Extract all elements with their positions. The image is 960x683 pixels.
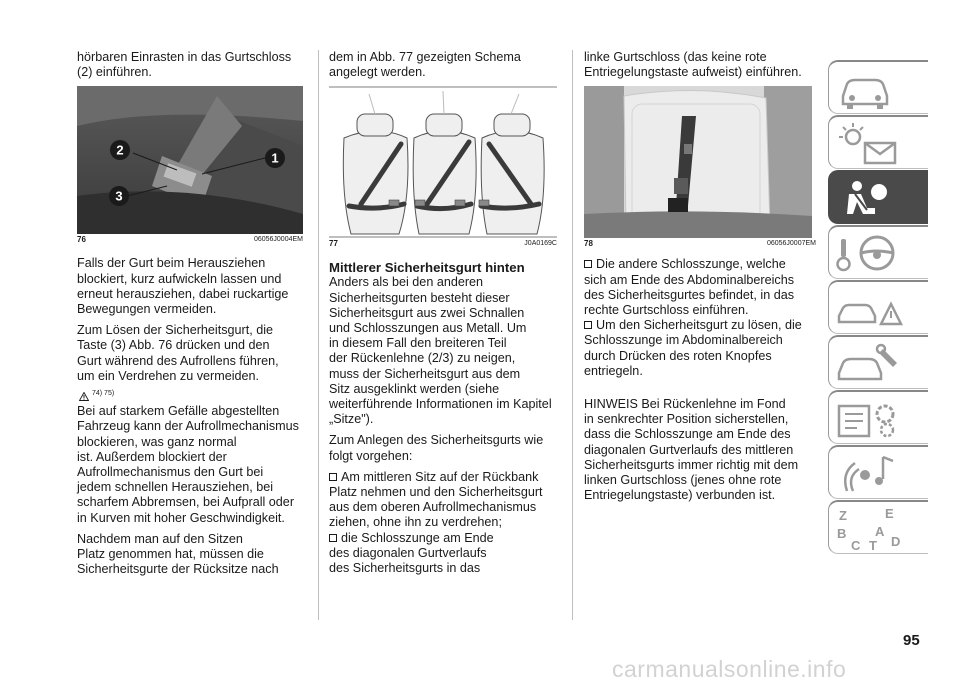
paragraph: Nachdem man auf den Sitzen Platz genommen hat, müssen die Sicherheitsgurte der Rücksitze nach xyxy=(77,531,279,577)
rear-seat-belt-photo xyxy=(584,86,812,238)
page-number: 95 xyxy=(903,632,920,649)
figure-number: 76 xyxy=(77,235,86,245)
column-3 xyxy=(584,50,816,509)
chapter-tabs xyxy=(828,60,928,555)
column-1 xyxy=(77,50,303,583)
figure-code: J0A0169C xyxy=(524,240,557,248)
figure-number: 78 xyxy=(584,239,593,249)
figure-76 xyxy=(77,86,303,244)
index-letter: C xyxy=(851,538,861,552)
warning-icon xyxy=(79,392,89,401)
bullet-item xyxy=(329,531,557,577)
index-letter: E xyxy=(885,506,894,521)
key-steering-icon xyxy=(835,231,905,277)
bullet-item xyxy=(329,470,557,531)
paragraph: hörbaren Einrasten in das Gurtschloss (2) einführen. xyxy=(77,50,292,80)
index-az-icon xyxy=(835,506,905,552)
seatbelt-buckle-photo xyxy=(77,86,303,234)
maintenance-icon xyxy=(835,341,905,387)
figure-77 xyxy=(329,86,557,248)
column-divider xyxy=(572,50,573,620)
bullet-text: Um den Sicherheitsgurt zu lösen, die Schlosszunge im Abdominalbereich durch Drücken des roten Knopfes entriegeln. xyxy=(584,318,802,378)
airbag-seat-icon xyxy=(835,176,895,222)
paragraph: HINWEIS Bei Rückenlehne im Fond in senkrechter Position sicherstellen, dass die Schlosszunge am Ende des diagonalen Gurtverlaufs des mittleren Sicherheitsgurts immer richtig mit dem linken Gurtschloss (jenes ohne rote Entriegelungstaste) verbunden ist. xyxy=(584,397,799,503)
paragraph: Anders als bei den anderen Sicherheitsgurten besteht dieser Sicherheitsgurt aus zwei Schnallen und Schlosszungen aus Metall. Um in diesem Fall den breiteren Teil der Rückenlehne (2/3) zu neigen, muss der Sicherheitsgurt aus dem Sitz ausgeklinkt werden (siehe weiterführende Informationen im Kapitel „Sitze"). xyxy=(329,275,552,427)
callout-1: 1 xyxy=(271,150,279,166)
warning-refs: 74) 75) xyxy=(92,390,115,398)
tab-index[interactable] xyxy=(828,500,928,554)
callout-2: 2 xyxy=(116,142,124,158)
bullet-text: Am mittleren Sitz auf der Rückbank Platz nehmen und den Sicherheitsgurt aus dem oberen Aufrollmechanismus ziehen, ohne ihn zu verdrehen; xyxy=(329,469,543,530)
index-letter: Z xyxy=(839,508,847,523)
column-2 xyxy=(329,50,557,582)
figure-number: 77 xyxy=(329,239,338,249)
index-letter: B xyxy=(837,526,847,541)
bullet-item xyxy=(584,257,816,318)
figure-78 xyxy=(584,86,816,248)
bullet-text: Die andere Schlosszunge, welche sich am Ende des Abdominalbereichs des Sicherheitsgurtes befindet, in das rechte Gurtschloss einführen. xyxy=(584,257,795,318)
figure-caption xyxy=(329,239,557,248)
paragraph: Bei auf starkem Gefälle abgestellten Fahrzeug kann der Aufrollmechanismus blockieren, was ganz normal ist. Außerdem blockiert der Aufrollmechanismus den Gurt bei jedem schnellen Herausziehen, bei scharfem Abbremsen, bei Aufprall oder in Kurven mit hoher Geschwindigkeit. xyxy=(77,404,299,525)
watermark[interactable]: carmanualsonline.info xyxy=(612,656,847,682)
bullet-square-icon xyxy=(584,260,592,268)
paragraph: dem in Abb. 77 gezeigten Schema angelegt werden. xyxy=(329,50,521,80)
index-letter: A xyxy=(875,524,885,539)
bullet-square-icon xyxy=(584,321,592,329)
multimedia-icon xyxy=(835,451,905,497)
figure-caption xyxy=(584,239,816,248)
paragraph: Zum Lösen der Sicherheitsgurt, die Taste (3) Abb. 76 drücken und den Gurt während des Aufrollens führen, um ein Verdrehen zu vermeiden. xyxy=(77,323,279,383)
figure-code: 06056J0007EM xyxy=(766,240,816,248)
tab-maintenance[interactable] xyxy=(828,335,928,389)
tab-multimedia[interactable] xyxy=(828,445,928,499)
tab-dashboard-lights[interactable] xyxy=(828,115,928,169)
warning-reference xyxy=(79,386,303,401)
dashboard-lights-icon xyxy=(835,121,905,167)
paragraph: Zum Anlegen des Sicherheitsgurts wie folgt vorgehen: xyxy=(329,433,544,463)
bullet-item xyxy=(584,318,816,379)
section-heading: Mittlerer Sicherheitsgurt hinten xyxy=(329,260,525,276)
paragraph: Falls der Gurt beim Herausziehen blockiert, kurz aufwickeln lassen und erneut herausziehen, dabei ruckartige Bewegungen vermeiden. xyxy=(77,256,289,317)
bullet-square-icon xyxy=(329,534,337,542)
paragraph: linke Gurtschloss (das keine rote Entriegelungstaste aufweist) einführen. xyxy=(584,50,802,80)
figure-caption xyxy=(77,235,303,244)
tab-emergency[interactable] xyxy=(828,280,928,334)
roadside-warning-icon xyxy=(835,286,905,332)
tab-vehicle[interactable] xyxy=(828,60,928,114)
rear-seatbelt-diagram xyxy=(329,86,557,238)
tab-technical-data[interactable] xyxy=(828,390,928,444)
bullet-text: die Schlosszunge am Ende des diagonalen Gurtverlaufs des Sicherheitsgurts in das xyxy=(329,530,494,576)
figure-code: 06056J0004EM xyxy=(253,236,303,244)
index-letter: T xyxy=(869,538,877,552)
column-divider xyxy=(318,50,319,620)
bullet-square-icon xyxy=(329,473,337,481)
tab-starting-driving[interactable] xyxy=(828,225,928,279)
technical-data-icon xyxy=(835,396,905,442)
tab-safety[interactable] xyxy=(828,170,928,224)
car-icon xyxy=(835,66,895,112)
index-letter: D xyxy=(891,534,901,549)
callout-3: 3 xyxy=(115,188,123,204)
